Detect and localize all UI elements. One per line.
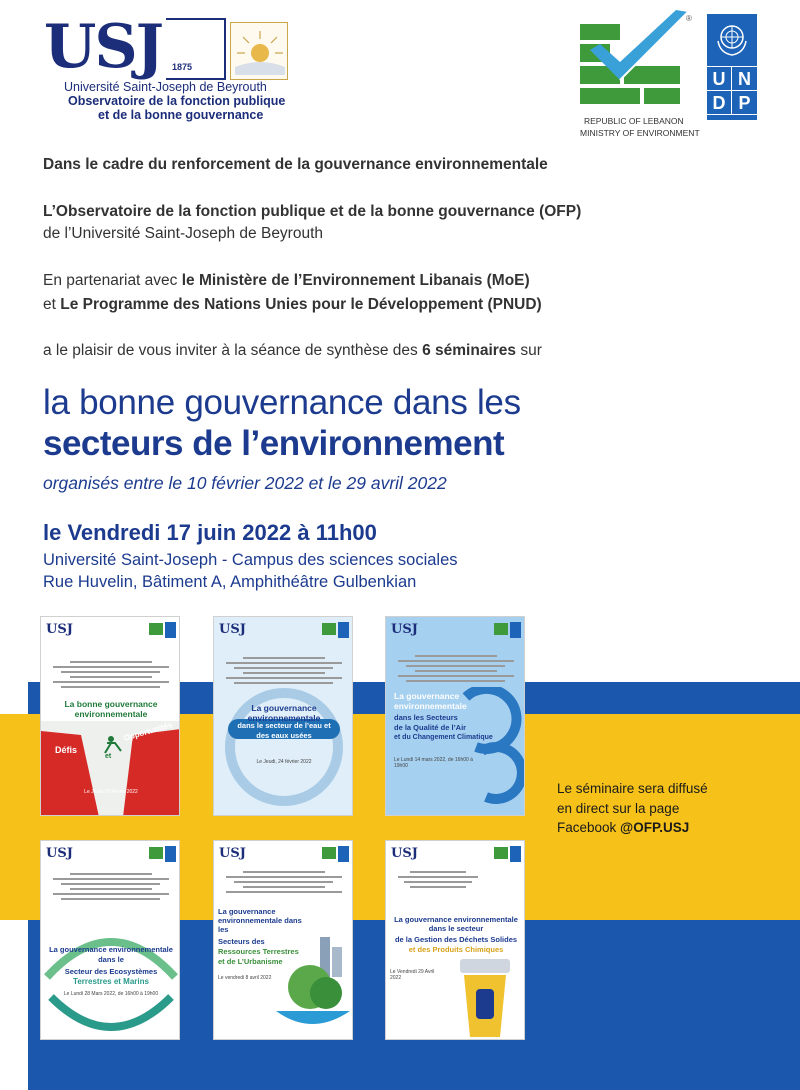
- poster-subtitle-2: et des Produits Chimiques: [408, 945, 504, 954]
- poster-usj-logo: USJ: [391, 846, 418, 861]
- poster-moe-icon: [149, 623, 163, 635]
- usj-logo: [44, 14, 294, 124]
- poster-usj-logo: USJ: [219, 846, 246, 861]
- seminar-poster-1: [40, 616, 180, 816]
- ofp-of: de l’Université Saint-Joseph de Beyrouth: [43, 225, 324, 242]
- seminar-poster-3: [385, 616, 525, 816]
- poster-text-lines: [398, 871, 478, 891]
- diffusion-line1: Le séminaire sera diffusé: [557, 781, 708, 796]
- poster-subtitle-1: dans les Secteurs: [394, 713, 458, 722]
- usj-university-name: Université Saint-Joseph de Beyrouth: [64, 80, 267, 94]
- poster-date: Le Lundi 28 Mars 2022, de 16h00 à 19h00: [63, 991, 159, 997]
- poster-word-defis: Défis: [55, 745, 78, 755]
- moe-line2: MINISTRY OF ENVIRONMENT: [580, 128, 700, 138]
- poster-title: La gouvernance environnementale: [394, 691, 467, 711]
- poster-undp-icon: [165, 622, 176, 638]
- poster-subtitle-1: Secteur des Ecosystèmes: [64, 967, 158, 976]
- poster-moe-icon: [322, 847, 336, 859]
- diffusion-line2: en direct sur la page: [557, 800, 680, 816]
- undp-letters: [707, 66, 757, 115]
- diffusion-prefix: Facebook: [557, 820, 621, 835]
- poster-date: Le Lundi 14 mars 2022, de 16h00 à 19h00: [394, 757, 473, 769]
- usj-observatory-line2: et de la bonne gouvernance: [98, 108, 264, 122]
- facebook-live-note: [557, 779, 708, 838]
- poster-usj-logo: USJ: [219, 622, 246, 637]
- undp-letter: U: [707, 67, 732, 91]
- context-line: Dans le cadre du renforcement de la gouvernance environnementale: [43, 156, 548, 173]
- moe-logo: [576, 10, 698, 140]
- seminar-poster-4: [40, 840, 180, 1040]
- poster-cliff-illustration: [41, 721, 180, 816]
- poster-usj-logo: USJ: [46, 622, 73, 637]
- event-date: le Vendredi 17 juin 2022 à 11h00: [43, 520, 377, 545]
- poster-text-lines: [226, 657, 342, 687]
- poster-word-et: et: [105, 753, 112, 760]
- poster-subtitle-2: Ressources Terrestres: [218, 947, 299, 956]
- un-emblem-icon: [712, 19, 752, 59]
- poster-undp-icon: [510, 846, 521, 862]
- poster-title: La gouvernance environnementale dans le secteur: [394, 915, 518, 933]
- poster-subtitle: dans le secteur de l’eau et des eaux usées: [237, 721, 331, 740]
- poster-subtitle-1: Secteurs des: [218, 937, 265, 946]
- poster-undp-icon: [338, 622, 349, 638]
- poster-date: Le Jeudi, 24 février 2022: [256, 759, 312, 765]
- poster-title: La bonne gouvernance environnementale: [64, 699, 158, 719]
- usj-letters: USJ: [44, 12, 163, 82]
- seminar-poster-6: [385, 840, 525, 1040]
- poster-land-urban-illustration: [270, 927, 353, 1040]
- seminar-poster-2: [213, 616, 353, 816]
- facebook-handle: @OFP.USJ: [620, 820, 690, 835]
- poster-subtitle-1: de la Gestion des Déchets Solides: [394, 935, 518, 944]
- usj-logo-mark: [44, 12, 163, 82]
- invite-line: [43, 342, 542, 360]
- poster-title: La gouvernance environnementale: [247, 703, 321, 723]
- poster-date: Le Vendredi 29 Avril 2022: [390, 969, 435, 981]
- partner-pnud-line: [43, 296, 542, 314]
- usj-observatory-line1: Observatoire de la fonction publique: [68, 94, 286, 108]
- ofp-name: L’Observatoire de la fonction publique et de la bonne gouvernance (OFP): [43, 203, 582, 220]
- poster-waste-bin-illustration: [440, 959, 525, 1040]
- poster-undp-icon: [510, 622, 521, 638]
- undp-logo: [707, 14, 757, 120]
- poster-title: La gouvernance environnementale dans les: [218, 907, 302, 934]
- poster-subtitle-3: et du Changement Climatique: [394, 734, 493, 741]
- poster-undp-icon: [338, 846, 349, 862]
- usj-year: 1875: [172, 62, 193, 72]
- poster-moe-icon: [149, 847, 163, 859]
- poster-undp-icon: [165, 846, 176, 862]
- main-title-line2: secteurs de l’environnement: [43, 424, 505, 463]
- poster-text-lines: [53, 873, 169, 903]
- poster-subtitle-2: Terrestres et Marins: [73, 977, 149, 986]
- undp-letter: N: [732, 67, 757, 91]
- seminar-poster-5: [213, 840, 353, 1040]
- poster-subtitle-3: et de L’Urbanisme: [218, 957, 283, 966]
- undp-letter: D: [707, 91, 732, 115]
- poster-date: Le Jeudi 10 février 2022: [84, 789, 138, 795]
- invite-bold: 6 séminaires: [422, 342, 517, 359]
- undp-letter: P: [732, 91, 757, 115]
- main-title-dates: organisés entre le 10 février 2022 et le 29 avril 2022: [43, 473, 447, 493]
- invite-prefix: a le plaisir de vous inviter à la séance de synthèse des: [43, 342, 423, 359]
- partner-moe: le Ministère de l’Environnement Libanais (MoE): [181, 272, 530, 289]
- poster-moe-icon: [494, 623, 508, 635]
- poster-title: La gouvernance environnementale dans le: [49, 945, 173, 964]
- moe-line1: REPUBLIC OF LEBANON: [584, 116, 684, 126]
- poster-subtitle-2: de la Qualité de l’Air: [394, 723, 467, 732]
- invite-suffix: sur: [516, 342, 542, 359]
- poster-moe-icon: [322, 623, 336, 635]
- poster-text-lines: [398, 655, 514, 685]
- usj-emblem-icon: [230, 22, 288, 80]
- poster-usj-logo: USJ: [391, 622, 418, 637]
- moe-registered-mark: ®: [686, 14, 692, 23]
- event-venue: Université Saint-Joseph - Campus des sciences sociales: [43, 551, 458, 569]
- poster-text-lines: [226, 871, 342, 896]
- poster-text-lines: [53, 661, 169, 691]
- diffusion-line3: [557, 818, 708, 838]
- main-title-line1: la bonne gouvernance dans les: [43, 383, 521, 422]
- partner-prefix: En partenariat avec: [43, 272, 182, 289]
- poster-usj-logo: USJ: [46, 846, 73, 861]
- event-address: Rue Huvelin, Bâtiment A, Amphithéâtre Gulbenkian: [43, 573, 417, 591]
- poster-moe-icon: [494, 847, 508, 859]
- poster-date: Le vendredi 8 avril 2022: [218, 975, 272, 981]
- poster-word-opportunites: Opportunités: [122, 720, 174, 743]
- partner-pnud: Le Programme des Nations Unies pour le Développement (PNUD): [60, 296, 542, 313]
- moe-checkmark-icon: [580, 10, 692, 104]
- partner-and: et: [43, 296, 61, 313]
- partner-moe-line: [43, 272, 530, 290]
